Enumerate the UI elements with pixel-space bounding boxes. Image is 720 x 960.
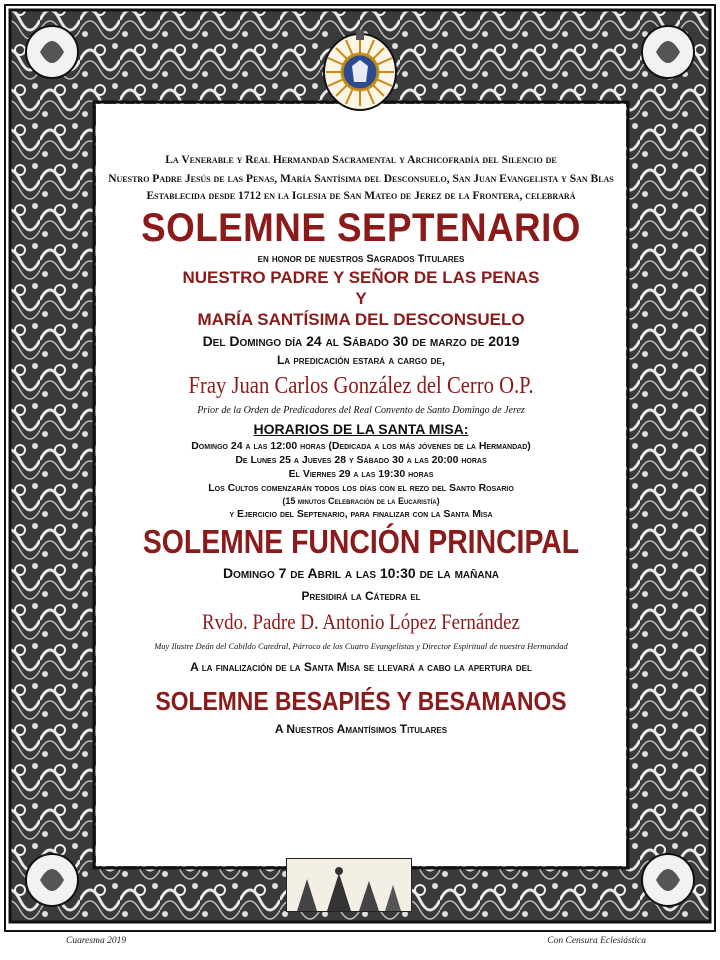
footer-right: Con Censura Eclesiástica <box>547 936 646 946</box>
septenario-subtitle: en honor de nuestros Sagrados Titulares <box>257 253 465 265</box>
brotherhood-crest-icon <box>318 28 402 112</box>
establecida-line: Establecida desde 1712 en la Iglesia de San Mateo de Jerez de la Frontera, celebrará <box>146 190 576 202</box>
poster-content <box>96 150 626 738</box>
septenario-dates: Del Domingo día 24 al Sábado 30 de marzo de 2019 <box>202 333 520 349</box>
hermandad-line-1: La Venerable y Real Hermandad Sacramental y Archicofradía del Silencio de <box>165 154 557 166</box>
titular-conjunction: Y <box>355 289 367 308</box>
horario-line-3: El Viernes 29 a las 19:30 horas <box>288 468 434 480</box>
horario-line-2: De Lunes 25 a Jueves 28 y Sábado 30 a las 20:00 horas <box>235 454 487 466</box>
horario-line-1: Domingo 24 a las 12:00 horas (Dedicada a los más jóvenes de la Hermandad) <box>191 440 531 452</box>
horarios-title: HORARIOS DE LA SANTA MISA: <box>253 421 469 437</box>
horario-note: (15 minutos Celebración de la Eucaristía) <box>282 496 440 506</box>
titular-1: NUESTRO PADRE Y SEÑOR DE LAS PENAS <box>182 268 540 287</box>
horario-closing: y Ejercicio del Septenario, para finalizar con la Santa Misa <box>229 508 493 520</box>
preaching-intro: La predicación estará a cargo de, <box>276 353 446 367</box>
procession-scene-icon <box>286 858 412 912</box>
horario-line-4: Los Cultos comenzarán todos los días con el rezo del Santo Rosario <box>208 482 514 494</box>
septenario-title: SOLEMNE SEPTENARIO <box>141 206 581 250</box>
presider-title: Muy Ilustre Deán del Cabildo Catedral, Párroco de los Cuatro Evangelistas y Director Espiritual de nuestra Hermandad <box>154 641 568 651</box>
footer-left: Cuaresma 2019 <box>66 936 127 946</box>
besamanos-subtitle: A Nuestros Amantísimos Titulares <box>274 722 448 736</box>
hermandad-line-2: Nuestro Padre Jesús de las Penas, María Santísima del Desconsuelo, San Juan Evangelista y San Blas <box>108 173 614 185</box>
preacher-name: Fray Juan Carlos González del Cerro O.P. <box>188 373 534 399</box>
besamanos-title: SOLEMNE BESAPIÉS Y BESAMANOS <box>155 686 567 716</box>
presides-intro: Presidirá la Cátedra el <box>301 589 421 603</box>
presider-name: Rvdo. Padre D. Antonio López Fernández <box>202 609 520 634</box>
titular-2: MARÍA SANTÍSIMA DEL DESCONSUELO <box>197 310 525 329</box>
preacher-title: Prior de la Orden de Predicadores del Real Convento de Santo Domingo de Jerez <box>197 405 525 416</box>
funcion-title: SOLEMNE FUNCIÓN PRINCIPAL <box>142 523 580 560</box>
funcion-closing: A la finalización de la Santa Misa se llevará a cabo la apertura del <box>190 660 532 674</box>
funcion-date: Domingo 7 de Abril a las 10:30 de la mañana <box>222 565 500 581</box>
